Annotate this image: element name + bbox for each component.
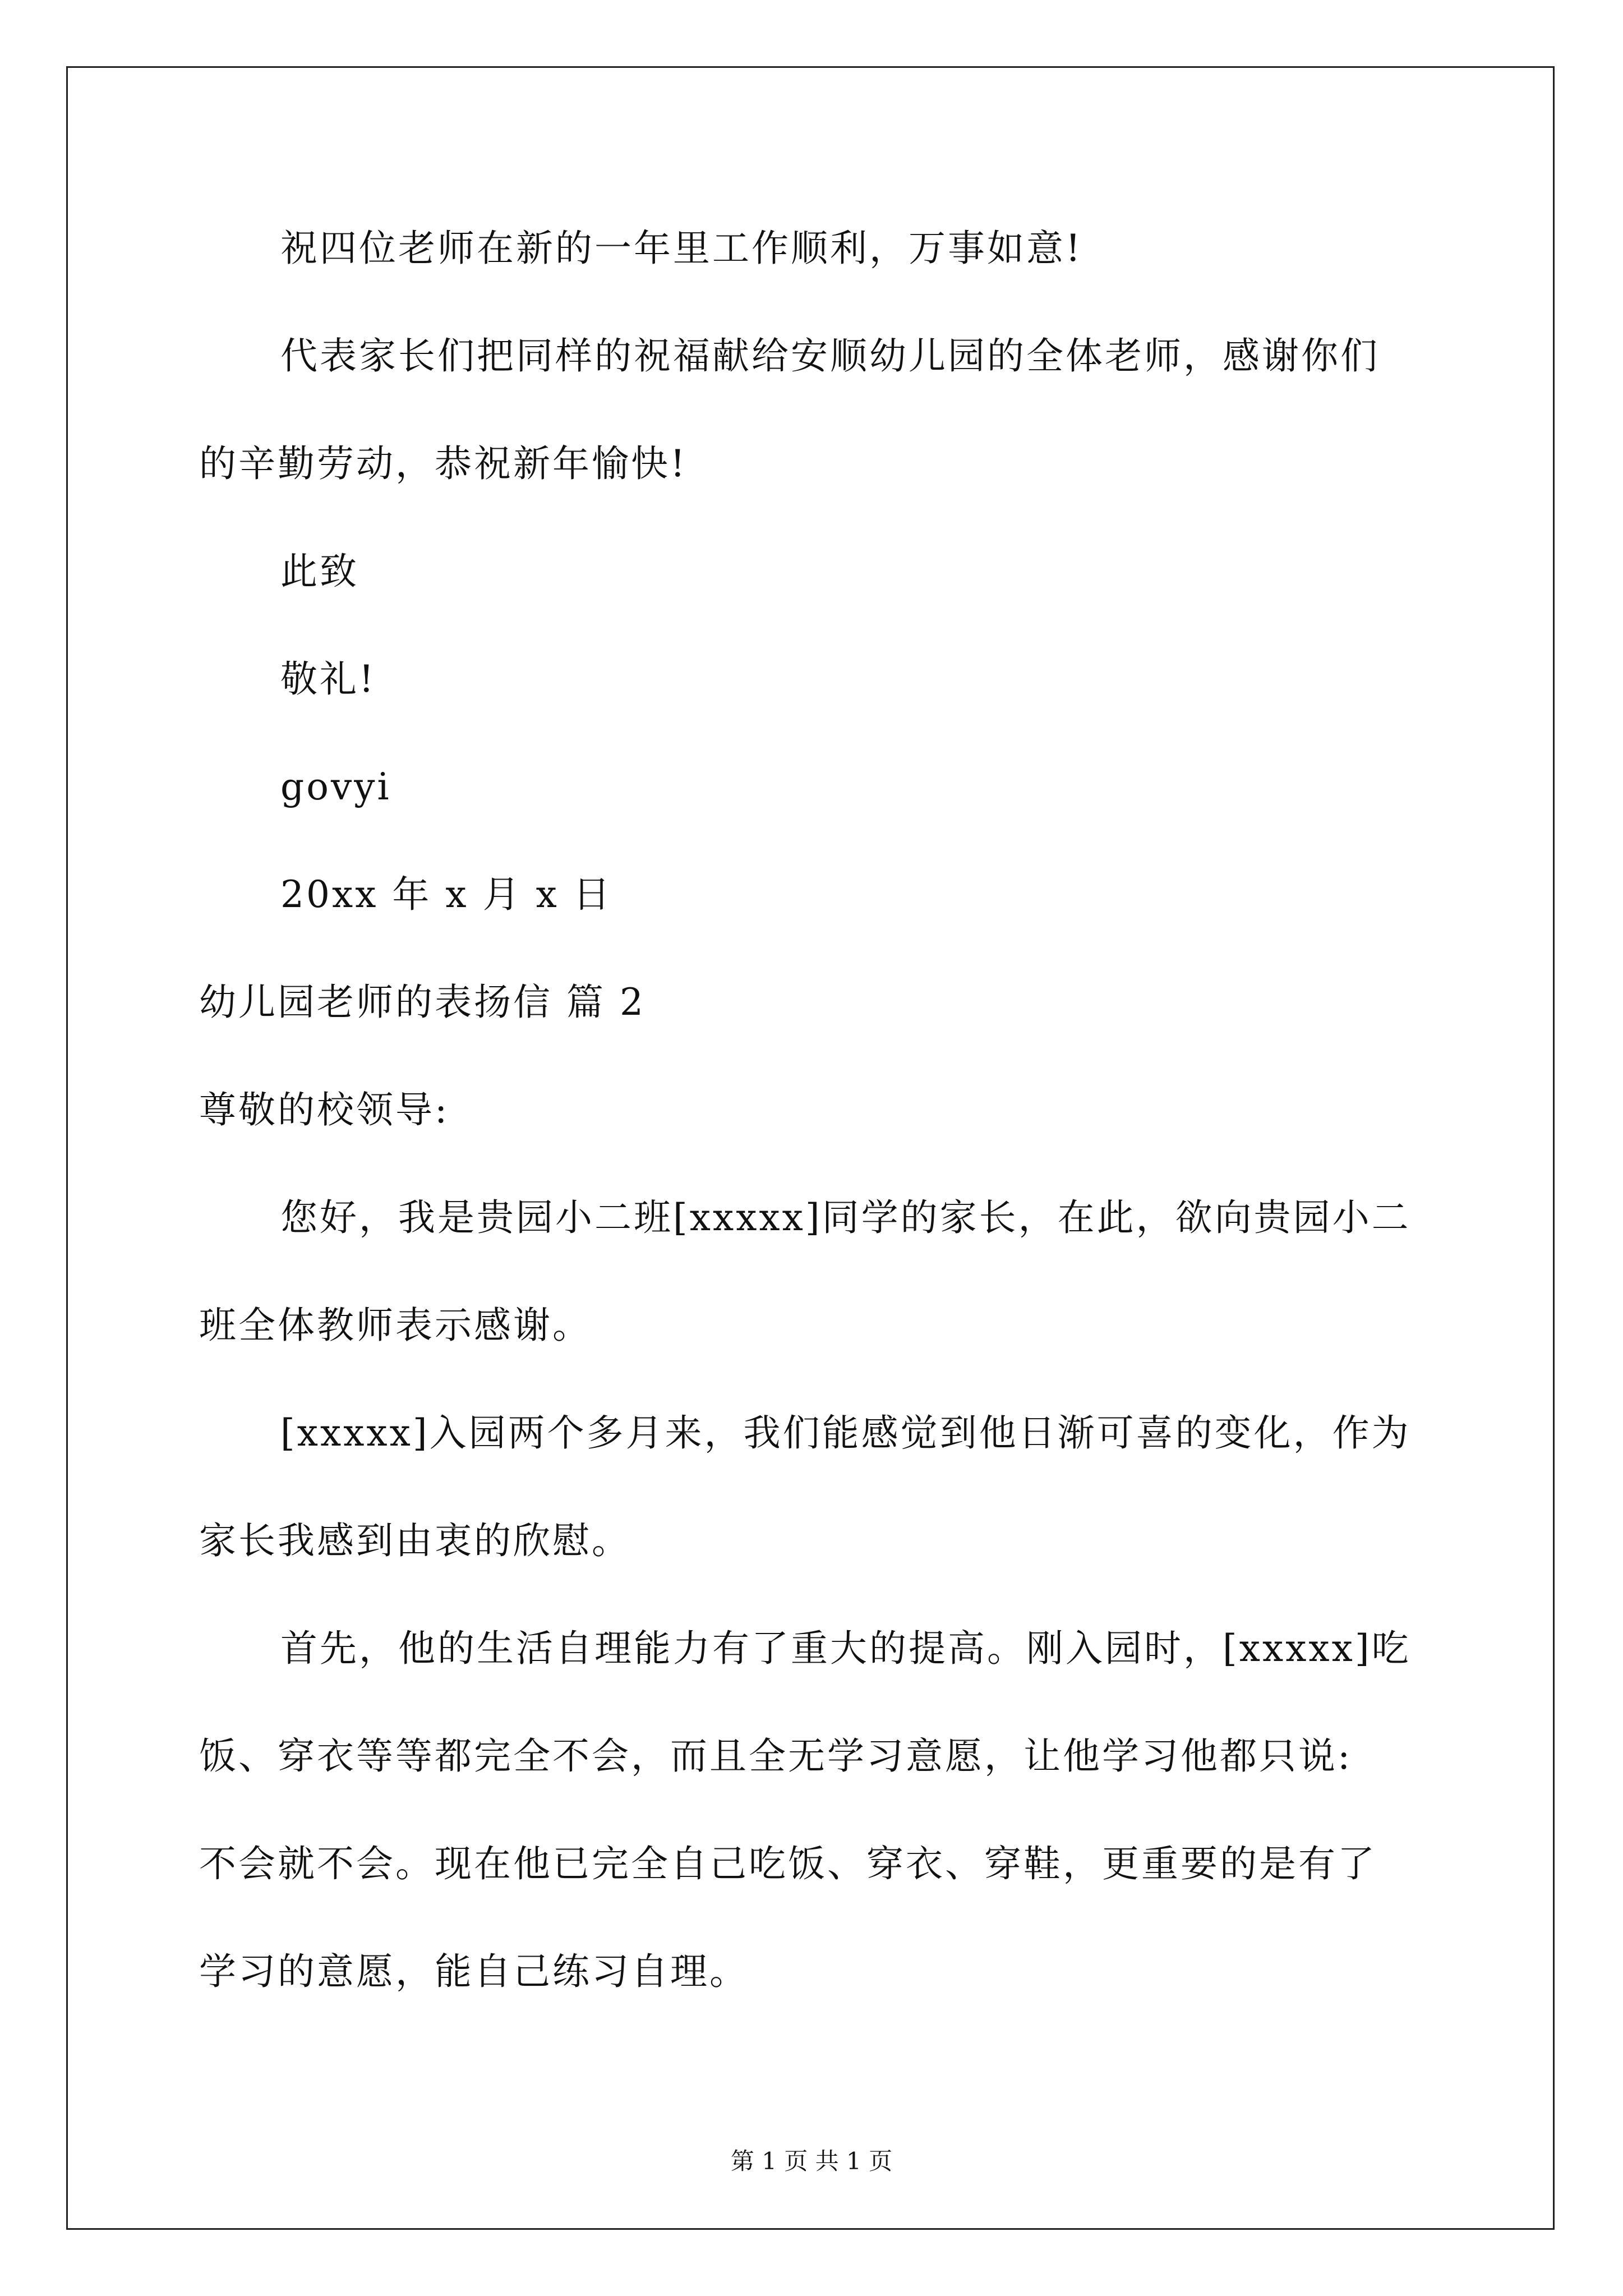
paragraph-line: 代表家长们把同样的祝福献给安顺幼儿园的全体老师，感谢你们 [280,334,1380,378]
paragraph-line: [xxxxx]入园两个多月来，我们能感觉到他日渐可喜的变化，作为 [280,1411,1411,1455]
paragraph-line: 家长我感到由衷的欣慰。 [199,1519,631,1562]
paragraph-line: 不会就不会。现在他已完全自己吃饭、穿衣、穿鞋，更重要的是有了 [199,1842,1377,1885]
salutation-line: 尊敬的校领导: [199,1088,450,1131]
closing-line: 敬礼! [280,657,376,701]
signature-line: govyi [280,765,391,808]
paragraph-line: 的辛勤劳动，恭祝新年愉快! [199,442,688,485]
paragraph-line: 您好，我是贵园小二班[xxxxx]同学的家长，在此，欲向贵园小二 [280,1196,1411,1239]
section-heading: 幼儿园老师的表扬信 篇 2 [199,981,645,1024]
paragraph-line: 祝四位老师在新的一年里工作顺利，万事如意! [280,227,1083,270]
paragraph-line: 首先，他的生活自理能力有了重大的提高。刚入园时，[xxxxx]吃 [280,1627,1411,1670]
page-footer: 第 1 页 共 1 页 [730,2147,893,2175]
page-border [66,66,1555,2230]
date-line: 20xx 年 x 月 x 日 [280,873,612,916]
paragraph-line: 饭、穿衣等等都完全不会，而且全无学习意愿，让他学习他都只说: [199,1734,1353,1778]
paragraph-line: 学习的意愿，能自己练习自理。 [199,1950,749,1993]
paragraph-line: 班全体教师表示感谢。 [199,1304,592,1347]
closing-line: 此致 [280,550,359,593]
